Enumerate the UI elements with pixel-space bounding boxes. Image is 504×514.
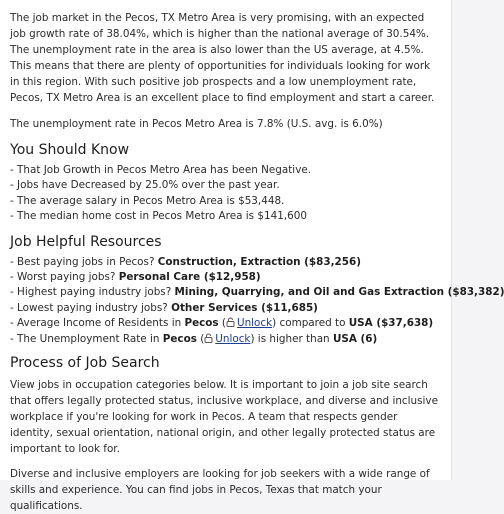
income-mid: ) compared to: [272, 317, 349, 330]
income-city: Pecos: [184, 317, 219, 330]
highest-industry-answer: Mining, Quarrying, and Oil and Gas Extraction ($83,382): [174, 286, 504, 299]
list-item: - Jobs have Decreased by 25.0% over the past year.: [10, 179, 280, 192]
income-prefix: - Average Income of Residents in: [10, 317, 185, 330]
unemployment-mid: ) is higher than: [250, 332, 333, 345]
process-paragraph: View jobs in occupation categories below. It is important to join a job site search that offers legally protected status, inclusive workplace, and diverse and inclusive workplace if you're looking for work in Pecos. A team that respects gender identity, sexual orientation, national origin, and other legally protected status are important to look for.: [10, 379, 438, 456]
list-item: - The median home cost in Pecos Metro Area is $141,600: [10, 210, 307, 223]
list-item: - That Job Growth in Pecos Metro Area has been Negative.: [10, 164, 312, 176]
worst-paying-question: - Worst paying jobs?: [10, 271, 119, 284]
best-paying-question: - Best paying jobs in Pecos?: [10, 255, 158, 268]
worst-paying-answer: Personal Care ($12,958): [118, 271, 261, 284]
lock-icon: [226, 317, 235, 327]
lock-icon: [204, 333, 213, 343]
you-should-know-list: [10, 163, 441, 225]
best-paying-answer: Construction, Extraction ($83,256): [157, 255, 361, 268]
unemployment-city: Pecos: [162, 332, 197, 345]
lowest-industry-question: - Lowest paying industry jobs?: [10, 301, 172, 314]
job-resources-list: [10, 255, 504, 347]
highest-industry-question: - Highest paying industry jobs?: [10, 286, 175, 299]
lowest-industry-answer: Other Services ($11,685): [171, 301, 318, 314]
unemployment-usa: USA (6): [332, 332, 378, 345]
job-resources-heading: Job Helpful Resources: [10, 233, 162, 250]
list-item: - The average salary in Pecos Metro Area is $53,448.: [10, 194, 285, 207]
unlock-unemployment-link[interactable]: Unlock: [215, 332, 251, 345]
list-item: [10, 301, 441, 316]
list-item: - Average Income of Residents in Pecos ( Unlock) compared to USA ($37,638): [10, 317, 434, 330]
list-item: - The Unemployment Rate in Pecos ( Unlock) is higher than USA (6): [10, 332, 378, 345]
diverse-paragraph: Diverse and inclusive employers are looking for job seekers with a wide range of skills and experience. You can find jobs in Pecos, Texas that match your qualifications.: [10, 468, 430, 513]
list-item: [10, 255, 441, 270]
unemployment-prefix: - The Unemployment Rate in: [10, 332, 163, 345]
list-item: [10, 270, 441, 285]
unemployment-line: The unemployment rate in Pecos Metro Area is 7.8% (U.S. avg. is 6.0%): [10, 118, 383, 130]
list-item: [10, 285, 504, 300]
unlock-income-link[interactable]: Unlock: [236, 317, 273, 330]
income-usa: USA ($37,638): [348, 317, 434, 330]
process-heading: Process of Job Search: [10, 355, 160, 372]
intro-paragraph: The job market in the Pecos, TX Metro Area is very promising, with an expected job growth rate of 38.04%, which is higher than the national average of 30.54%. The unemployment rate in the area is also lower than the US average, at 4.5%. This means that there are plenty of opportunities for individuals looking for work in this region. With such positive job prospects and a low unemployment rate, Pecos, TX Metro Area is an excellent place to find employment and start a career.: [10, 12, 435, 104]
you-should-know-heading: You Should Know: [10, 142, 130, 158]
